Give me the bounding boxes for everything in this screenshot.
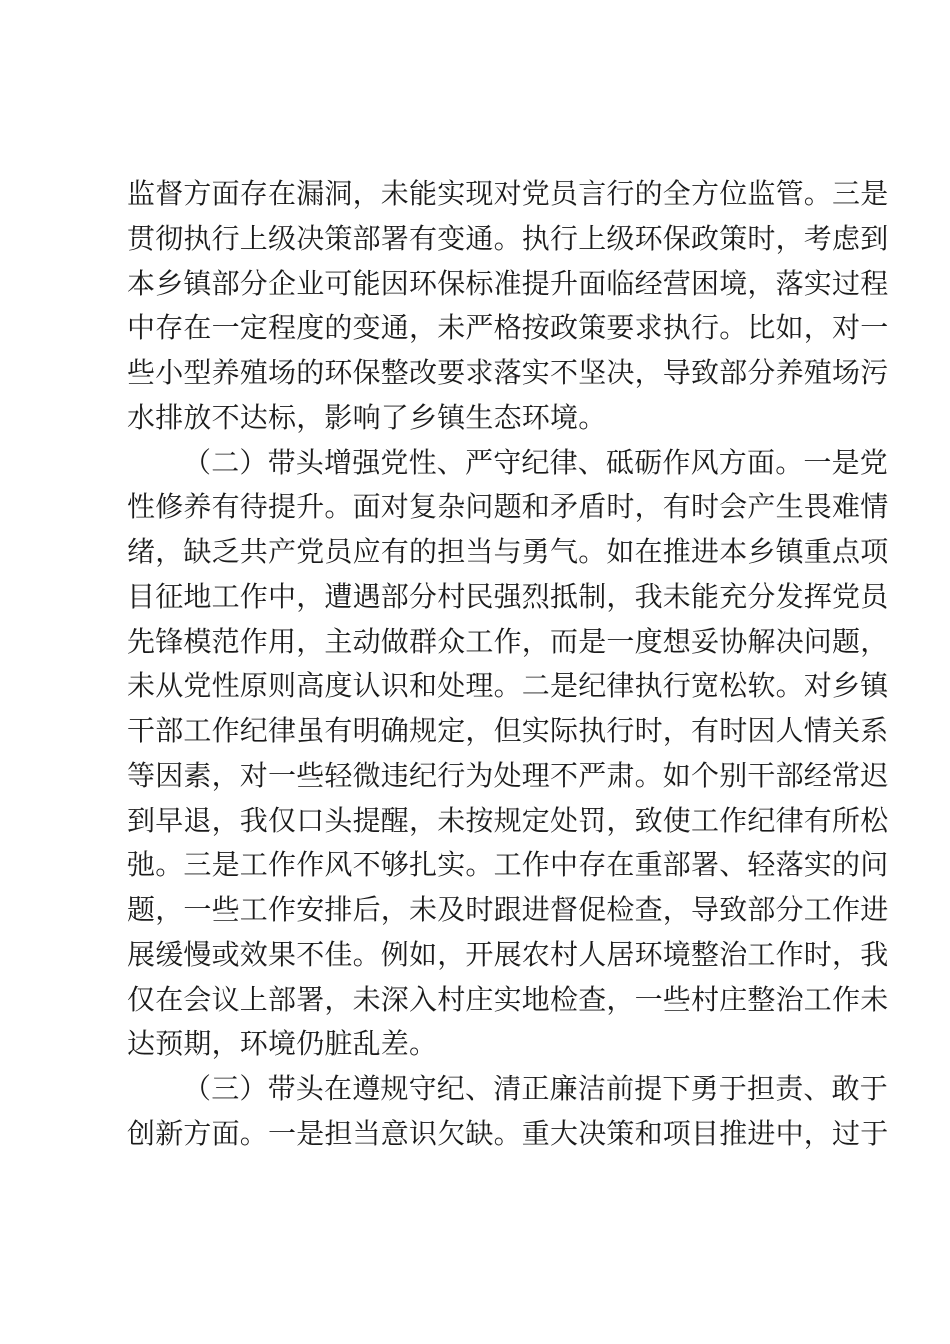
text-line: 监督方面存在漏洞，未能实现对党员言行的全方位监管。三是 xyxy=(127,177,889,210)
section-heading-line: （三）带头在遵规守纪、清正廉洁前提下勇于担责、敢于 xyxy=(183,1072,889,1105)
text-line: 性修养有待提升。面对复杂问题和矛盾时，有时会产生畏难情 xyxy=(127,490,889,524)
text-line: 贯彻执行上级决策部署有变通。执行上级环保政策时，考虑到 xyxy=(127,221,889,255)
text-line: 展缓慢或效果不佳。例如，开展农村人居环境整治工作时，我 xyxy=(127,937,889,971)
text-line: 等因素，对一些轻微违纪行为处理不严肃。如个别干部经常迟 xyxy=(127,758,889,792)
text-line: 达预期，环境仍脏乱差。 xyxy=(127,1027,438,1061)
text-line: 创新方面。一是担当意识欠缺。重大决策和项目推进中，过于 xyxy=(127,1116,889,1150)
text-line: 弛。三是工作作风不够扎实。工作中存在重部署、轻落实的问 xyxy=(127,848,889,882)
text-line: 些小型养殖场的环保整改要求落实不坚决，导致部分养殖场污 xyxy=(127,356,889,389)
text-line: 目征地工作中，遭遇部分村民强烈抵制，我未能充分发挥党员 xyxy=(127,579,889,613)
text-line: 中存在一定程度的变通，未严格按政策要求执行。比如，对一 xyxy=(127,311,889,345)
text-line: 题，一些工作安排后，未及时跟进督促检查，导致部分工作进 xyxy=(127,893,889,926)
text-line: 仅在会议上部署，未深入村庄实地检查，一些村庄整治工作未 xyxy=(127,982,889,1016)
text-line: 先锋模范作用，主动做群众工作，而是一度想妥协解决问题， xyxy=(127,624,889,658)
text-line: 干部工作纪律虽有明确规定，但实际执行时，有时因人情关系 xyxy=(127,714,889,747)
text-line: 到早退，我仅口头提醒，未按规定处罚，致使工作纪律有所松 xyxy=(127,803,889,837)
text-line: 绪，缺乏共产党员应有的担当与勇气。如在推进本乡镇重点项 xyxy=(127,535,889,568)
text-line: 水排放不达标，影响了乡镇生态环境。 xyxy=(127,400,607,434)
text-line: 未从党性原则高度认识和处理。二是纪律执行宽松软。对乡镇 xyxy=(127,669,889,703)
text-line: 本乡镇部分企业可能因环保标准提升面临经营困境，落实过程 xyxy=(127,266,889,300)
section-heading-line: （二）带头增强党性、严守纪律、砥砺作风方面。一是党 xyxy=(183,445,889,479)
body-text xyxy=(127,172,889,1157)
